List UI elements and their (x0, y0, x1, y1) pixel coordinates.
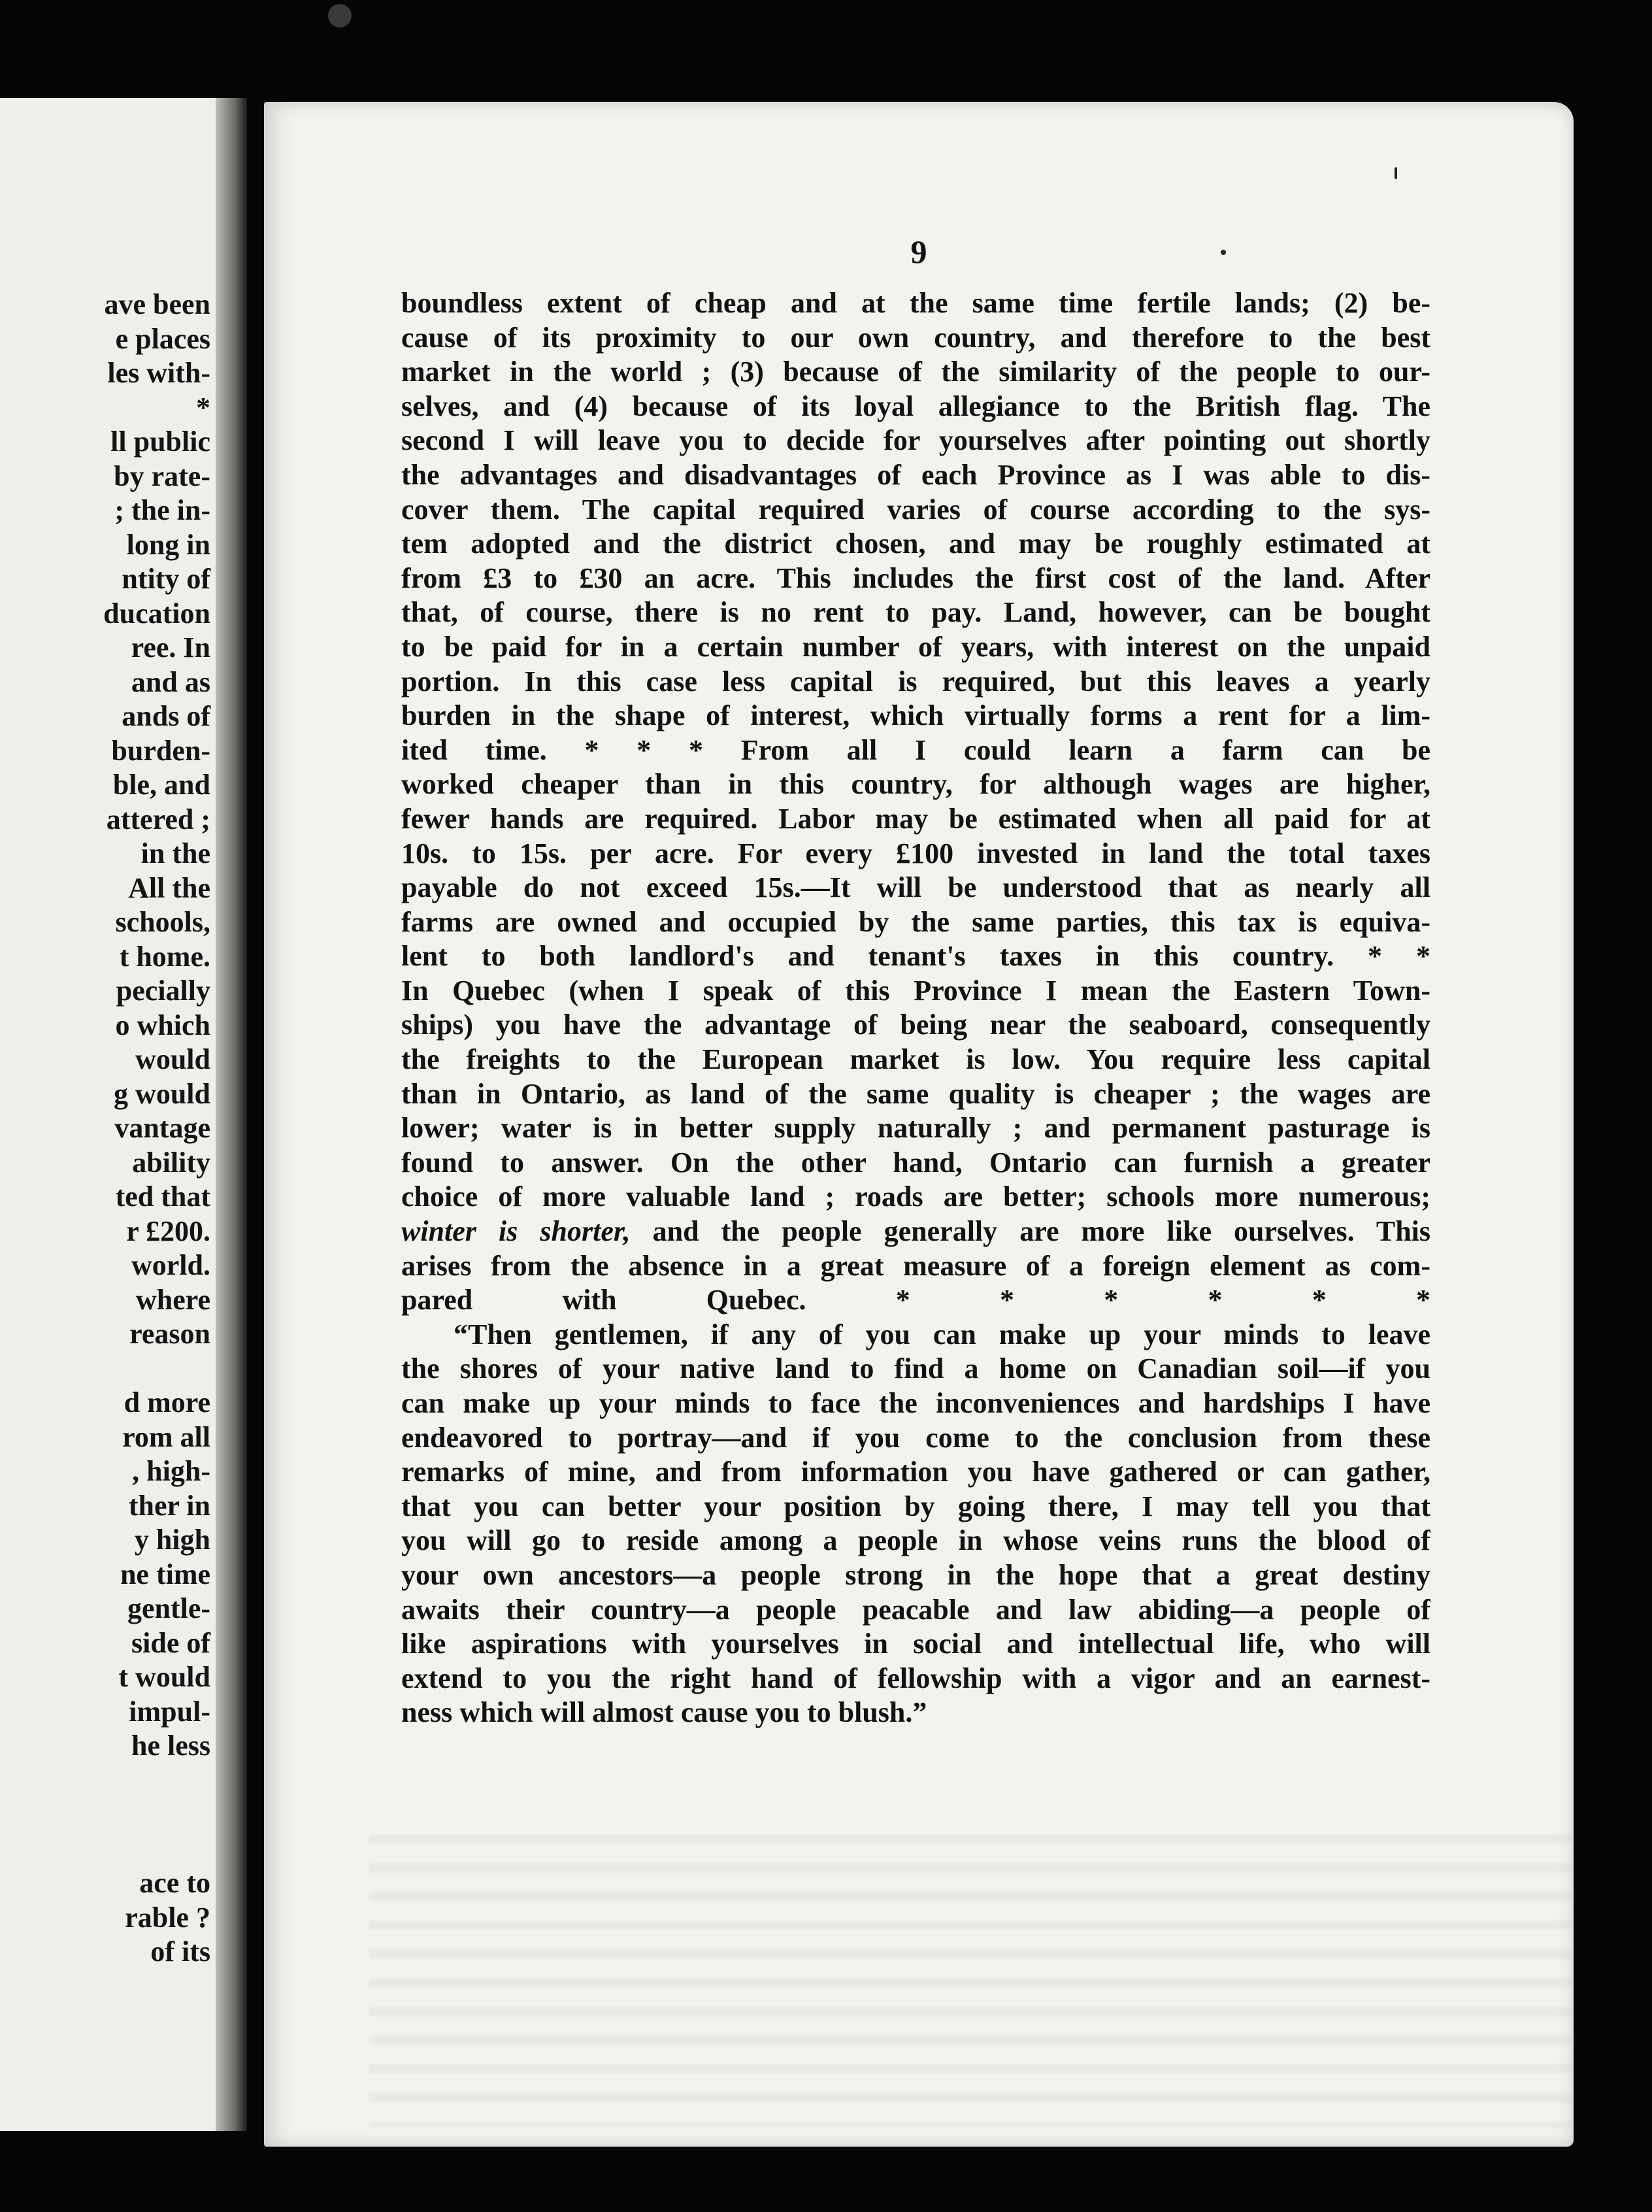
text-line: endeavored to portray—and if you come to the conclusion from these (401, 1421, 1430, 1454)
left-line: t home. (119, 940, 210, 973)
left-line: pecially (116, 975, 210, 1007)
left-line: ther in (128, 1489, 210, 1522)
text-line: from £3 to £30 an acre. This includes the first cost of the land. After (401, 561, 1430, 594)
text-line: choice of more valuable land ; roads are better; schools more numerous; (401, 1181, 1430, 1213)
ink-speck (1395, 167, 1397, 179)
text-line: 10s. to 15s. per acre. For every £100 invested in land the total taxes (401, 837, 1430, 869)
text-line: worked cheaper than in this country, for although wages are higher, (401, 768, 1430, 801)
text-line: tem adopted and the district chosen, and may be roughly estimated at (401, 528, 1430, 560)
left-line: ace to (139, 1867, 210, 1899)
text-line: you will go to reside among a people in whose veins runs the blood of (401, 1524, 1430, 1557)
text-line: ited time. * * * From all I could learn a farm can be (401, 733, 1430, 766)
left-line: vantage (114, 1112, 210, 1144)
left-line: d more (124, 1386, 210, 1418)
left-line: ll public (110, 426, 210, 458)
main-page (264, 102, 1574, 2147)
text-line: pared with Quebec. * * * * * * (401, 1284, 1430, 1316)
left-line: ne time (120, 1558, 210, 1590)
left-line: y high (134, 1524, 210, 1556)
left-line: ntity of (122, 563, 210, 595)
text-line: boundless extent of cheap and at the same time fertile lands; (2) be- (401, 287, 1430, 319)
left-line: g would (114, 1077, 210, 1110)
text-line-with-italic (401, 1215, 1430, 1249)
text-line: like aspirations with yourselves in social and intellectual life, who will (401, 1628, 1430, 1660)
text-line: In Quebec (when I speak of this Province I mean the Eastern Town- (401, 974, 1430, 1007)
text-line: “Then gentlemen, if any of you can make up your minds to leave (454, 1318, 1430, 1350)
left-line: ree. In (131, 631, 210, 663)
left-line: ted that (115, 1181, 210, 1213)
left-line: e places (115, 322, 210, 355)
text-line: market in the world ; (3) because of the similarity of the people to our- (401, 356, 1430, 388)
left-line-gap (0, 1832, 210, 1867)
text-line: portion. In this case less capital is required, but this leaves a yearly (401, 665, 1430, 697)
left-page-text (0, 288, 210, 1969)
text-line: the freights to the European market is low. You require less capital (401, 1043, 1430, 1076)
text-line: burden in the shape of interest, which virtually forms a rent for a lim- (401, 699, 1430, 732)
text-line: ships) you have the advantage of being near the seaboard, consequently (401, 1009, 1430, 1041)
left-line: ble, and (112, 769, 210, 801)
text-line: arises from the absence in a great measure of a foreign element as com- (401, 1249, 1430, 1282)
scanner-speck (328, 4, 352, 27)
text-line: the shores of your native land to find a home on Canadian soil—if you (401, 1352, 1430, 1385)
left-line: would (135, 1043, 210, 1075)
left-line: side of (131, 1626, 210, 1659)
text-line: selves, and (4) because of its loyal allegiance to the British flag. The (401, 390, 1430, 422)
left-line: * (196, 391, 210, 424)
left-line: and as (131, 665, 210, 698)
left-line: burden- (111, 734, 210, 767)
left-line: t would (118, 1661, 210, 1693)
text-line: to be paid for in a certain number of years, with interest on the unpaid (401, 630, 1430, 663)
left-facing-page (0, 98, 216, 2131)
text-line: second I will leave you to decide for yourselves after pointing out shortly (401, 424, 1430, 457)
left-line: ave been (104, 288, 210, 320)
left-line: les with- (107, 357, 210, 389)
text-line: awaits their country—a people peacable and law abiding—a people of (401, 1593, 1430, 1626)
left-line: schools, (115, 906, 210, 938)
left-line: where (135, 1283, 210, 1316)
left-line: long in (126, 528, 210, 561)
text-line: cover them. The capital required varies of course according to the sys- (401, 493, 1430, 526)
left-line: reason (129, 1318, 210, 1350)
left-line: ands of (122, 700, 210, 732)
left-line: All the (128, 871, 210, 904)
left-line: r £200. (126, 1215, 210, 1247)
left-line: ability (132, 1146, 210, 1179)
left-line: in the (140, 837, 210, 869)
left-line: ; the in- (114, 494, 210, 526)
text-line: found to answer. On the other hand, Ontario can furnish a greater (401, 1146, 1430, 1179)
text-line: that you can better your position by going there, I may tell you that (401, 1490, 1430, 1522)
show-through-text (369, 1815, 1571, 2128)
text-line: cause of its proximity to our own country, and therefore to the best (401, 321, 1430, 354)
text-line: can make up your minds to face the inconveniences and hardships I have (401, 1387, 1430, 1419)
text-line: lower; water is in better supply naturally ; and permanent pasturage is (401, 1112, 1430, 1145)
left-line-gap (0, 1798, 210, 1832)
ink-speck (1221, 250, 1226, 255)
text-line: lent to both landlord's and tenant's taxes in this country. * * (401, 940, 1430, 973)
left-line: of its (150, 1936, 210, 1968)
left-line: by rate- (114, 460, 210, 492)
text-line: extend to you the right hand of fellowship with a vigor and an earnest- (401, 1662, 1430, 1694)
text-line: than in Ontario, as land of the same quality is cheaper ; the wages are (401, 1077, 1430, 1110)
text-line: payable do not exceed 15s.—It will be understood that as nearly all (401, 871, 1430, 904)
text-line: ness which will almost cause you to blush.” (401, 1696, 927, 1729)
left-line: gentle- (127, 1592, 210, 1624)
left-line-gap (0, 1764, 210, 1798)
text-line: your own ancestors—a people strong in the hope that a great destiny (401, 1558, 1430, 1591)
text-line: that, of course, there is no rent to pay. Land, however, can be bought (401, 596, 1430, 629)
text-line: fewer hands are required. Labor may be estimated when all paid for at (401, 802, 1430, 835)
left-line: rom all (122, 1420, 210, 1453)
body-text (401, 286, 1430, 1730)
left-line: impul- (129, 1695, 210, 1728)
left-line: world. (131, 1249, 210, 1281)
italic-phrase: winter is shorter, (401, 1215, 631, 1248)
book-gutter (216, 98, 247, 2131)
left-line-gap (0, 1352, 210, 1386)
left-line: , high- (132, 1455, 210, 1487)
page-number: 9 (910, 233, 927, 270)
text-line: remarks of mine, and from information you have gathered or can gather, (401, 1456, 1430, 1488)
left-line: rable ? (125, 1901, 210, 1934)
left-line: attered ; (106, 803, 210, 835)
text-line: farms are owned and occupied by the same parties, this tax is equiva- (401, 905, 1430, 938)
left-line: he less (131, 1730, 210, 1762)
text-line: the advantages and disadvantages of each Province as I was able to dis- (401, 458, 1430, 491)
left-line: o which (115, 1009, 210, 1041)
text-line-rest: and the people generally are more like ourselves. This (652, 1215, 1430, 1248)
left-line: ducation (103, 597, 210, 629)
